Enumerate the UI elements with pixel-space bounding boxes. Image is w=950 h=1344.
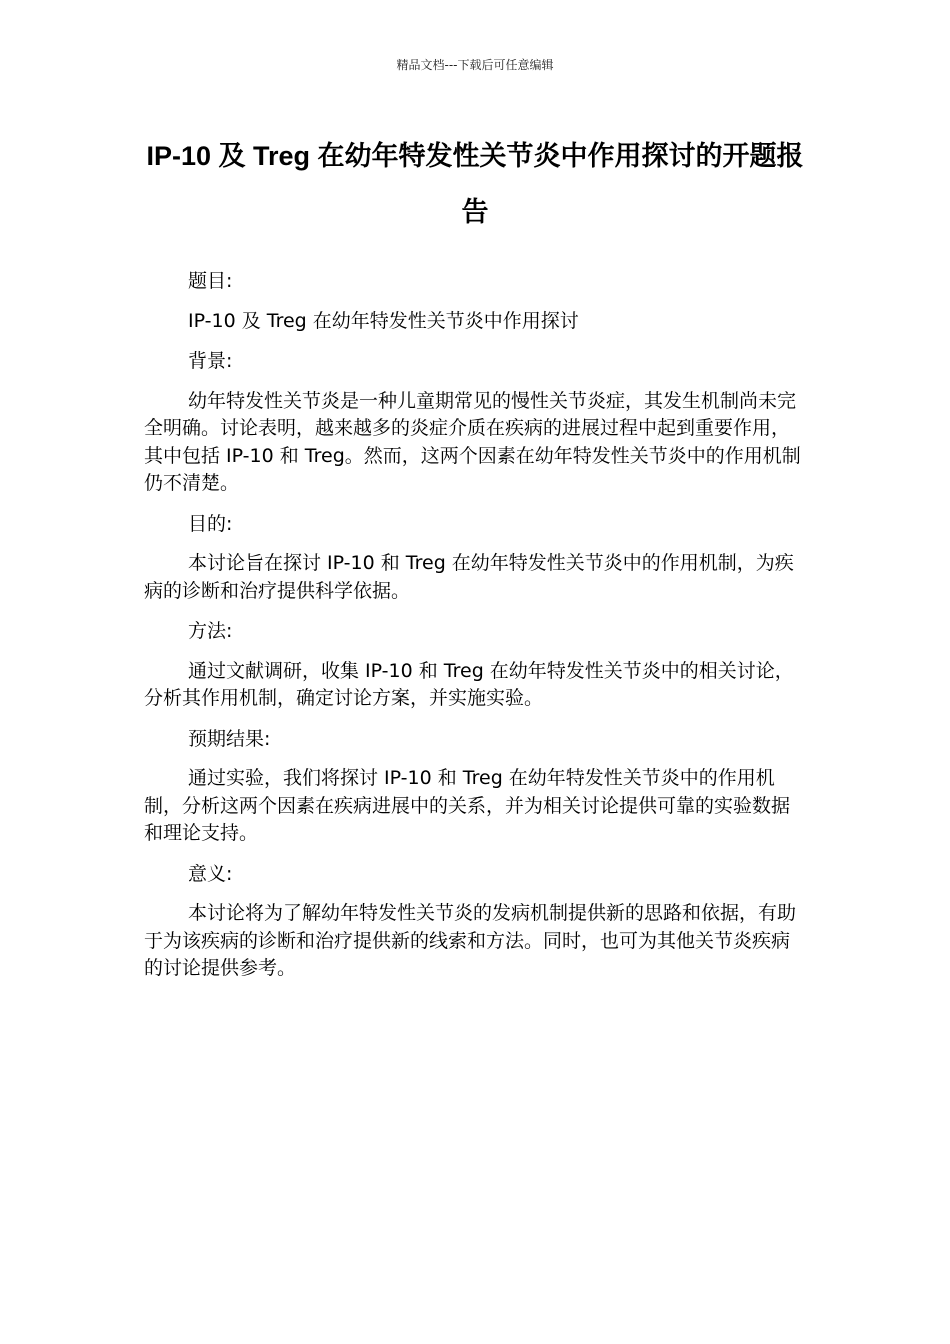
document-body — [144, 268, 804, 996]
section-label-method: 方法: — [188, 620, 233, 642]
section-label-expected-results: 预期结果: — [188, 727, 271, 750]
page-header: 精品文档---下载后可任意编辑 — [396, 58, 554, 72]
section-text-method: 通过文献调研，收集 IP-10 和 Treg 在幼年特发性关节炎中的相关讨论，分析其作用机制，确定讨论方案，并实施实验。 — [144, 659, 794, 709]
section-text-purpose: 本讨论旨在探讨 IP-10 和 Treg 在幼年特发性关节炎中的作用机制，为疾病的诊断和治疗提供科学依据。 — [144, 552, 794, 602]
document-title: IP-10 及 Treg 在幼年特发性关节炎中作用探讨的开题报告 — [146, 141, 804, 227]
section-text-expected-results: 通过实验，我们将探讨 IP-10 和 Treg 在幼年特发性关节炎中的作用机制，分析这两个因素在疾病进展中的关系，并为相关讨论提供可靠的实验数据和理论支持。 — [144, 767, 791, 844]
section-text-topic: IP-10 及 Treg 在幼年特发性关节炎中作用探讨 — [188, 309, 579, 332]
section-label-topic: 题目: — [188, 270, 233, 292]
section-label-purpose: 目的: — [188, 512, 233, 535]
section-label-background: 背景: — [188, 350, 233, 372]
section-text-background: 幼年特发性关节炎是一种儿童期常见的慢性关节炎症，其发生机制尚未完全明确。讨论表明，越来越多的炎症介质在疾病的进展过程中起到重要作用，其中包括 IP-10 和 Treg。然而，这两个因素在幼年特发性关节炎中的作用机制仍不清楚。 — [144, 389, 801, 494]
section-label-significance: 意义: — [188, 862, 233, 885]
section-text-significance: 本讨论将为了解幼年特发性关节炎的发病机制提供新的思路和依据，有助于为该疾病的诊断和治疗提供新的线索和方法。同时，也可为其他关节炎疾病的讨论提供参考。 — [144, 902, 797, 979]
